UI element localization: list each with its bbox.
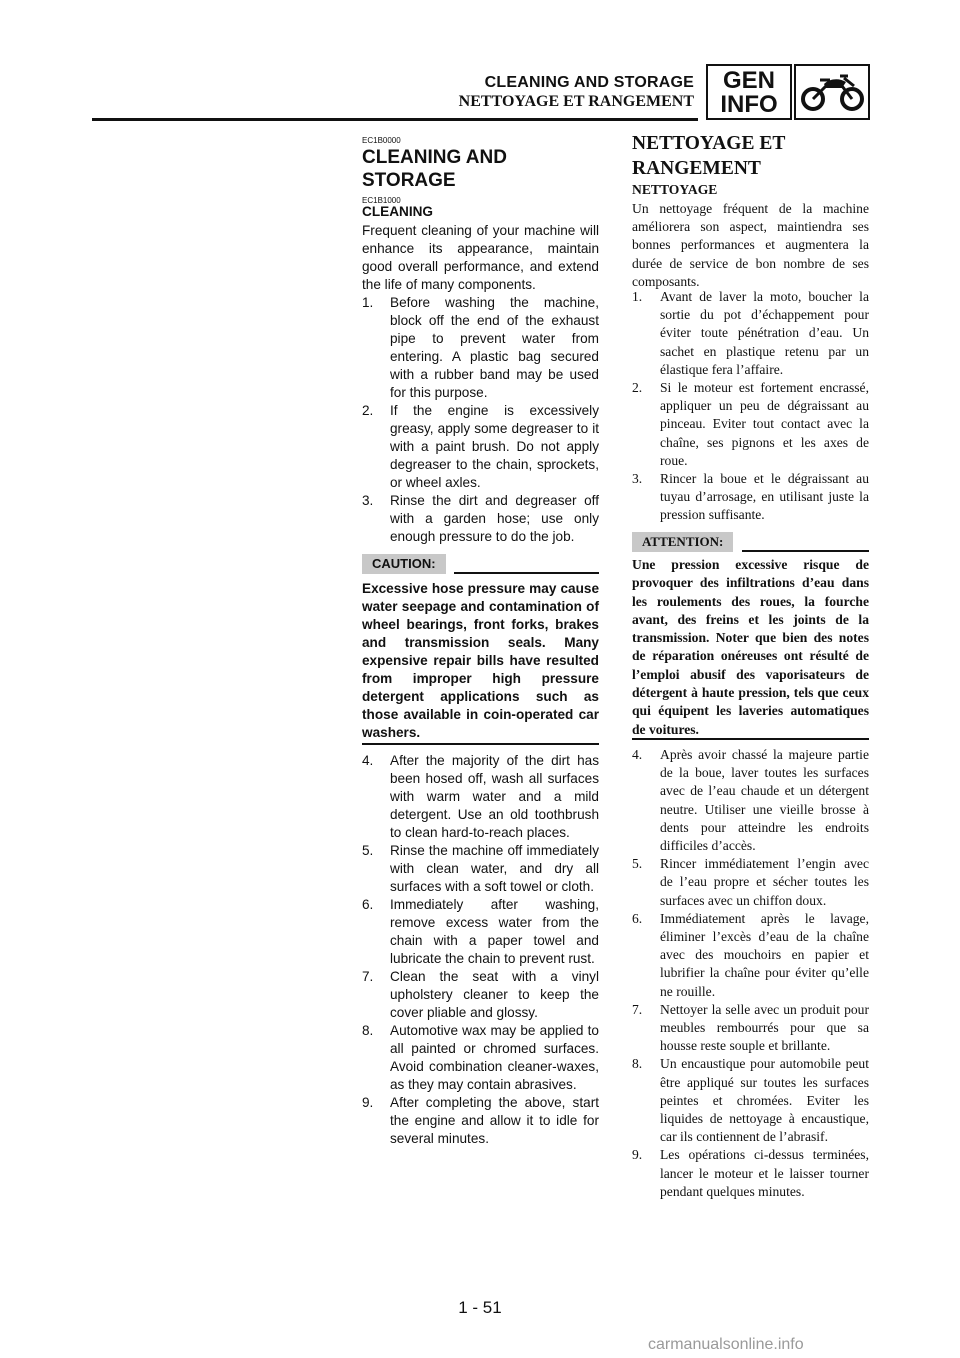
caution-end-rule-en: [362, 743, 599, 745]
list-item-number: 2.: [362, 403, 374, 418]
list-item-number: 2.: [632, 380, 643, 396]
header-rule: [92, 118, 698, 121]
page-number: 1 - 51: [458, 1298, 502, 1317]
list-item: [362, 294, 599, 402]
header-title-en: CLEANING AND STORAGE: [484, 74, 694, 91]
watermark: carmanualsonline.info: [648, 1336, 804, 1353]
steps-list-en-b: [362, 752, 599, 1148]
subheading-fr: NETTOYAGE: [632, 182, 718, 197]
list-item-text: Rinse the dirt and degreaser off with a garden hose; use only enough pressure to do the job.: [390, 493, 599, 544]
list-item: [632, 288, 869, 379]
list-item-number: 4.: [632, 747, 643, 762]
list-item: [362, 968, 599, 1022]
list-item-text: Immédiatement après le lavage, éliminer l’excès d’eau de la chaîne avec des mouchoirs en papier et lubrifier la chaîne pour éviter qu’elle ne rouille.: [660, 910, 869, 999]
section-heading-fr: [632, 131, 785, 181]
list-item: [362, 1022, 599, 1094]
section-heading-fr-line2: RANGEMENT: [632, 158, 761, 179]
header-title-fr: NETTOYAGE ET RANGEMENT: [458, 93, 694, 110]
list-item: [632, 1146, 869, 1201]
list-item-text: Un encaustique pour automobile peut être appliqué sur toutes les surfaces peintes et chromées. Eviter les liquides de nettoyage à encaustique, car ils contiennent de l’abrasif.: [660, 1056, 869, 1145]
list-item: [362, 402, 599, 492]
list-item-text: If the engine is excessively greasy, apply some degreaser to it with a paint brush. Do not apply degreaser to the chain, sprockets, or wheel axles.: [390, 403, 599, 490]
section-heading-fr-line1: NETTOYAGE ET: [632, 133, 786, 154]
caution-header-en: [362, 554, 599, 576]
subheading-en: CLEANING: [362, 204, 433, 219]
list-item-text: Automotive wax may be applied to all painted or chromed surfaces. Avoid combination cleaner-waxes, as they may contain abrasives.: [390, 1023, 599, 1092]
caution-end-rule-fr: [632, 738, 869, 740]
list-item: [362, 896, 599, 968]
motorcycle-svg: [796, 66, 868, 118]
list-item: [632, 379, 869, 470]
list-item-text: Before washing the machine, block off the end of the exhaust pipe to prevent water from entering. A plastic bag secured with a rubber band may be used for this purpose.: [390, 295, 599, 400]
list-item: [632, 1001, 869, 1056]
caution-text-en: Excessive hose pressure may cause water seepage and contamination of wheel bearings, front forks, brakes and transmission seals. Many expensive repair bills have resulted from improper high pressure detergent applications such as those available in coin-operated car washers.: [362, 581, 599, 740]
list-item-text: Nettoyer la selle avec un produit pour meubles rembourrés pour que sa housse reste souple et brillante.: [660, 1001, 869, 1054]
list-item: [632, 470, 869, 525]
list-item-number: 8.: [362, 1023, 374, 1038]
list-item-text: Immediately after washing, remove excess water from the chain with a paper towel and lubricate the chain to prevent rust.: [390, 897, 599, 966]
steps-list-fr-b: [632, 746, 869, 1201]
section-heading-en-line2: STORAGE: [362, 170, 456, 191]
list-item: [362, 492, 599, 546]
list-item-number: 7.: [362, 969, 374, 984]
list-item-number: 8.: [632, 1056, 643, 1072]
steps-list-en-a: [362, 294, 599, 546]
list-item-number: 9.: [362, 1095, 374, 1110]
list-item-number: 7.: [632, 1001, 643, 1017]
motorcycle-icon: [794, 64, 870, 120]
list-item-text: Rincer immédiatement l’engin avec de l’eau propre et sécher toutes les surfaces avec un chiffon doux.: [660, 856, 869, 908]
intro-fr: Un nettoyage fréquent de la machine améliorera son aspect, maintiendra ses bonnes performances et augmentera la durée de service de bon nombre de ses composants.: [632, 201, 869, 289]
list-item: [362, 1094, 599, 1148]
list-item-number: 1.: [632, 289, 643, 304]
list-item-number: 4.: [362, 753, 374, 768]
list-item-number: 6.: [632, 910, 643, 926]
caution-label-fr: ATTENTION:: [632, 532, 733, 552]
list-item: [632, 1055, 869, 1146]
list-item-number: 1.: [362, 295, 374, 310]
intro-en: Frequent cleaning of your machine will enhance its appearance, maintain good overall performance, and extend the life of many components.: [362, 223, 599, 292]
list-item-number: 5.: [362, 843, 374, 858]
list-item-text: Rincer la boue et le dégraissant au tuyau d’arrosage, en utilisant juste la pression suffisante.: [660, 471, 869, 523]
list-item-number: 5.: [632, 856, 643, 872]
list-item-text: After completing the above, start the engine and allow it to idle for several minutes.: [390, 1095, 599, 1146]
list-item-text: Clean the seat with a vinyl upholstery cleaner to keep the cover pliable and glossy.: [390, 969, 599, 1020]
section-code-en: EC1B0000: [362, 136, 401, 145]
list-item: [632, 746, 869, 855]
list-item-number: 6.: [362, 897, 374, 912]
subsection-code-en: EC1B1000: [362, 196, 401, 205]
list-item-number: 3.: [362, 493, 374, 508]
section-badge: [706, 64, 792, 120]
caution-label-en: CAUTION:: [362, 554, 446, 574]
list-item-number: 9.: [632, 1147, 643, 1163]
list-item: [362, 752, 599, 842]
caution-rule-en: [454, 572, 599, 574]
list-item-number: 3.: [632, 471, 643, 487]
section-heading-en: [362, 146, 507, 192]
badge-line2: INFO: [720, 91, 778, 118]
list-item: [632, 910, 869, 1001]
section-heading-en-line1: CLEANING AND: [362, 147, 507, 168]
steps-list-fr-a: [632, 288, 869, 525]
list-item-text: Rinse the machine off immediately with clean water, and dry all surfaces with a soft towel or cloth.: [390, 843, 599, 894]
badge-line1: GEN: [722, 67, 775, 94]
list-item-text: Avant de laver la moto, boucher la sortie du pot d’échappement pour éviter toute pénétration d’eau. Un sachet en plastique retenu par un élastique fera l’affaire.: [660, 289, 869, 377]
list-item-text: Après avoir chassé la majeure partie de la boue, laver toutes les surfaces avec de l’eau chaude et un détergent neutre. Utiliser une vieille brosse à dents pour atteindre les endroits difficiles d’accès.: [660, 747, 869, 854]
list-item: [362, 842, 599, 896]
caution-header-fr: [632, 532, 869, 554]
list-item-text: After the majority of the dirt has been hosed off, wash all surfaces with warm water and a mild detergent. Use an old toothbrush to clean hard-to-reach places.: [390, 753, 599, 840]
list-item-text: Si le moteur est fortement encrassé, appliquer un peu de dégraissant au pinceau. Eviter tout contact avec la chaîne, ses pignons et les axes de roue.: [660, 380, 869, 468]
caution-text-fr: Une pression excessive risque de provoquer des infiltrations d’eau dans les roulements des roues, la fourche avant, des freins et les joints de la transmission. Noter que bien des notes de réparation onéreuses ont résulté de l’emploi abusif des vaporisateurs de détergent à haute pression, tels que ceux qui équipent les laveries automatiques de voitures.: [632, 557, 869, 737]
list-item-text: Les opérations ci-dessus terminées, lancer le moteur et le laisser tourner pendant quelques minutes.: [660, 1147, 869, 1199]
list-item: [632, 855, 869, 910]
caution-rule-fr: [742, 550, 869, 552]
